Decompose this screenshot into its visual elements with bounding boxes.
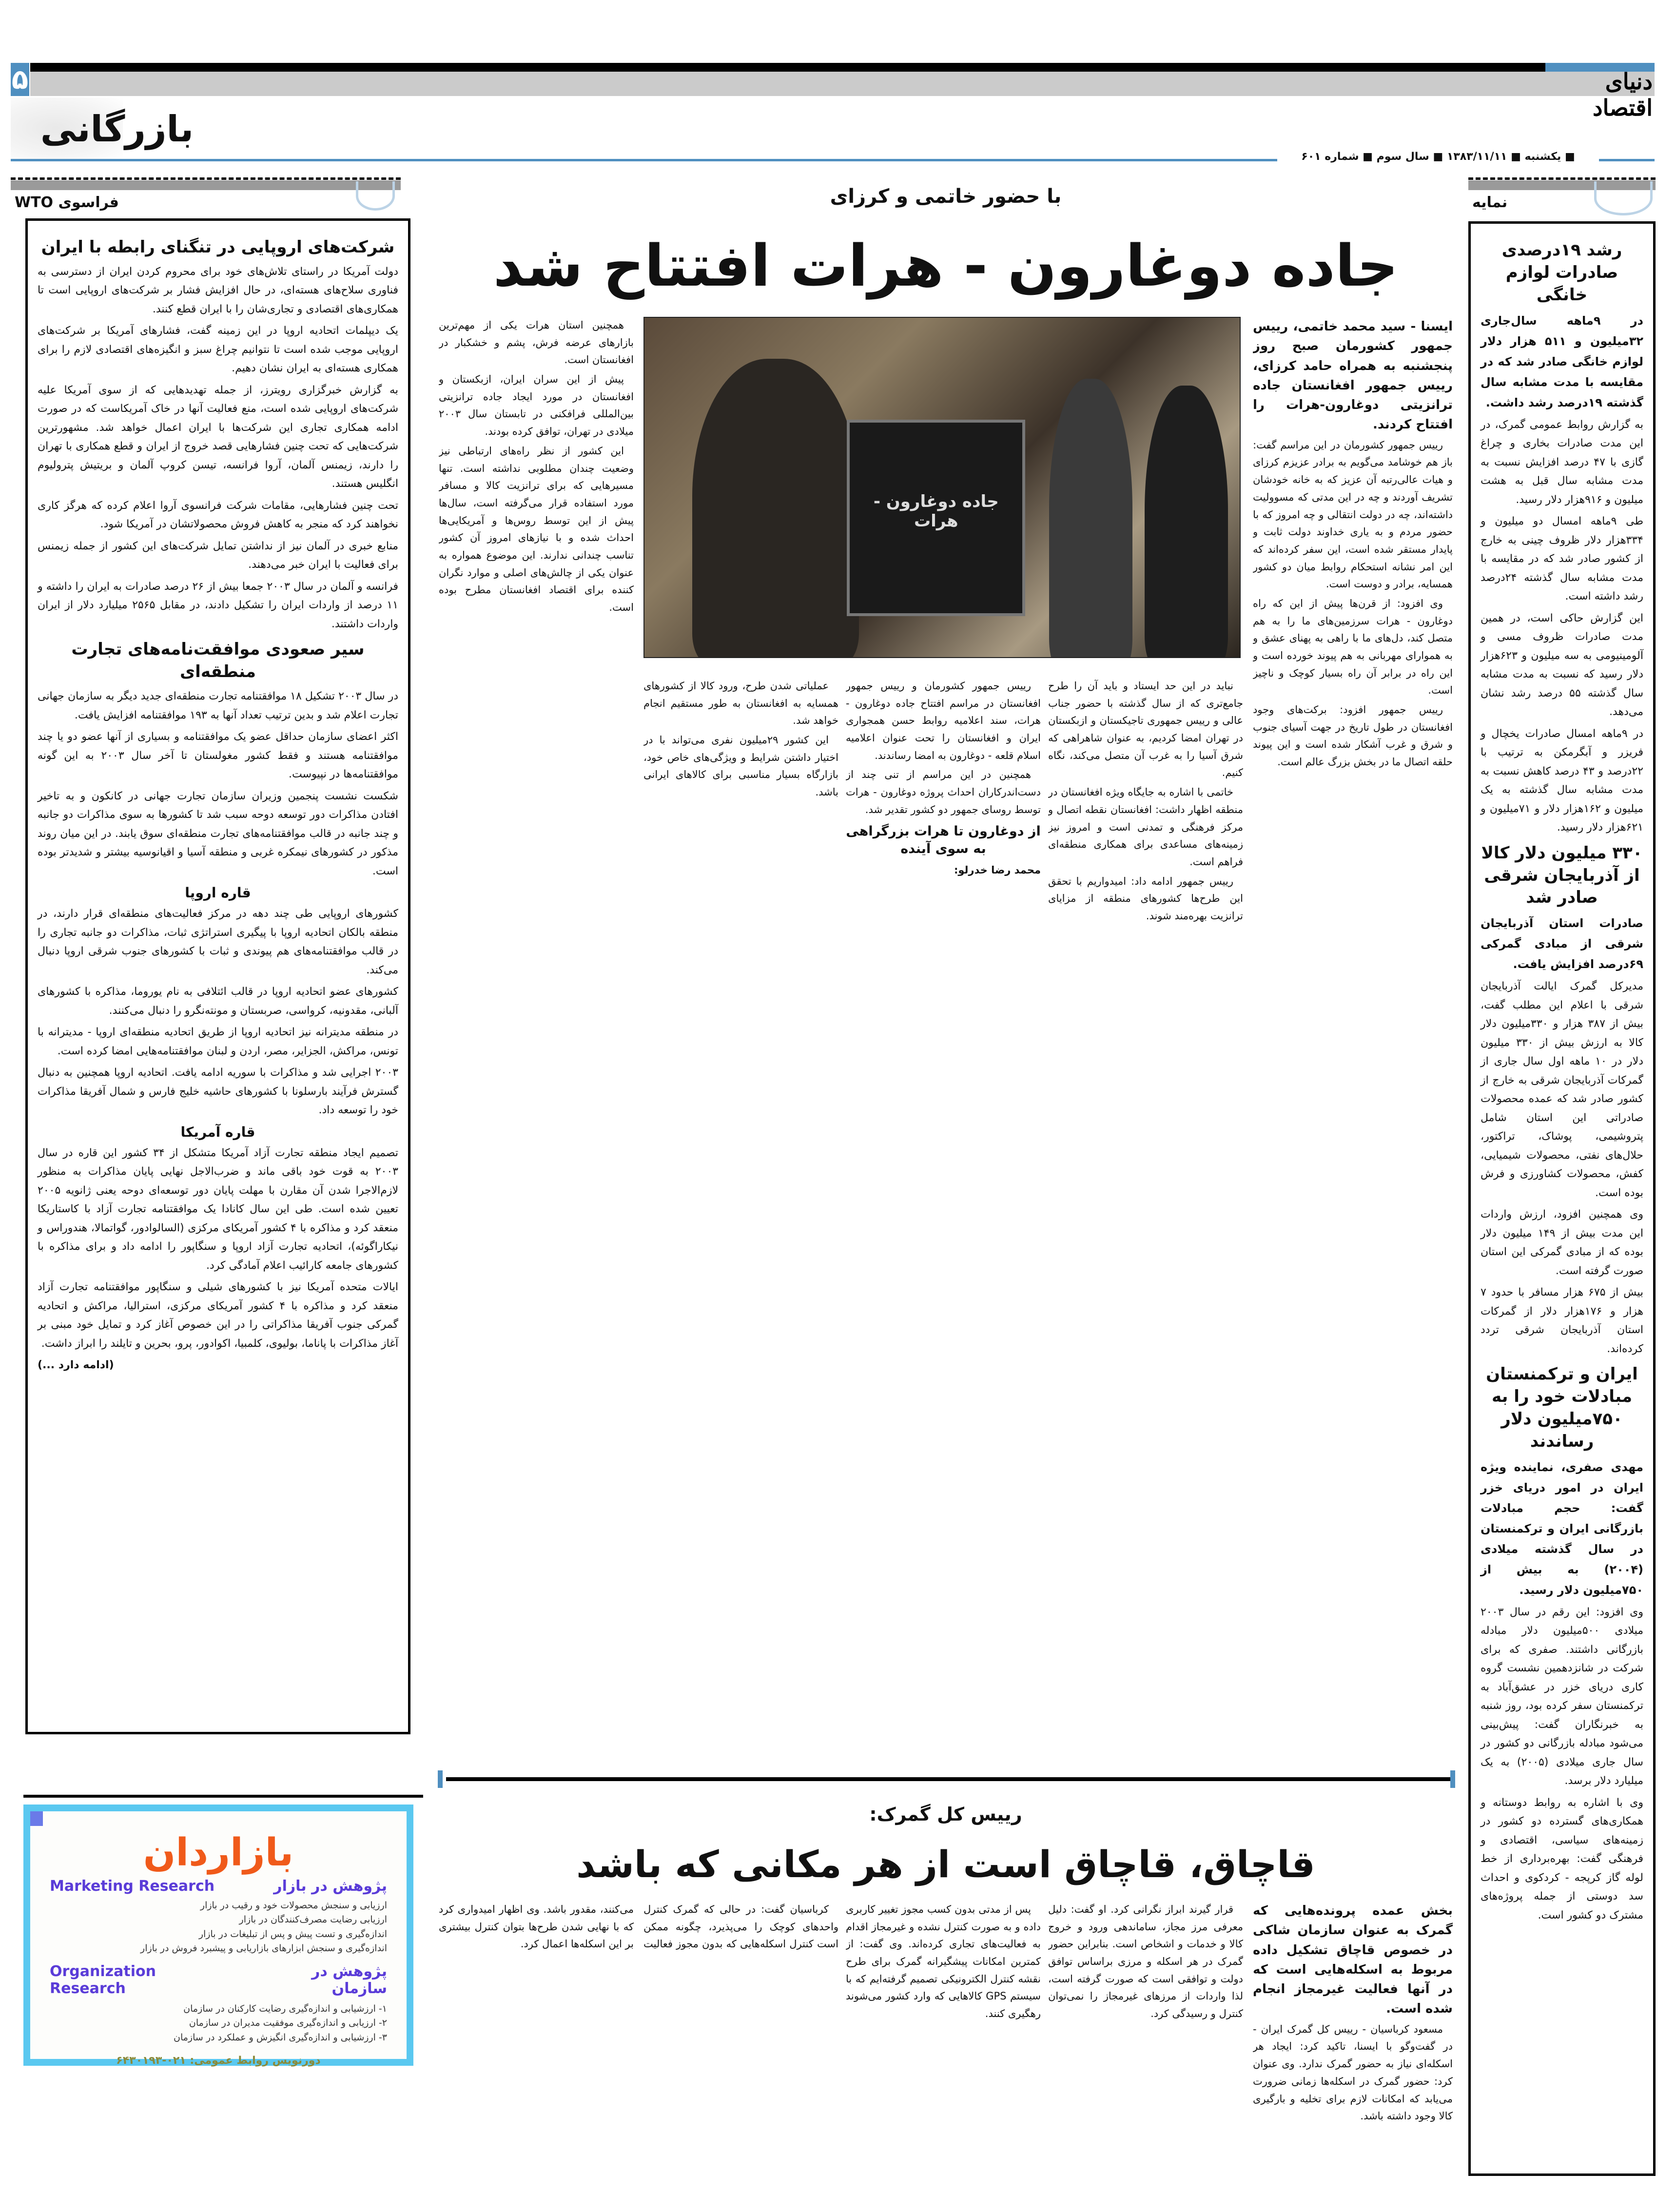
photo-figure — [1049, 379, 1132, 658]
article-title: سیر صعودی موافقت‌نامه‌های تجارت منطقه‌ای — [71, 640, 365, 682]
article-lead: مهدی صفری، نماینده ویژه ایران در امور دریای خزر گفت: حجم مبادلات بازرگانی ایران و ترکمنستان در سال گذشته میلادی (۲۰۰۴) به بیش از ۷۵۰میلیون دلار رسید. — [1481, 1460, 1643, 1597]
ad-section2-fa: پژوهش در سازمان — [312, 1962, 387, 1997]
paragraph: اکثر اعضای سازمان حداقل عضو یک موافقتنامه و بسیاری از آنها عضو دو یا چند موافقتنامه هستند و فقط کشور مغولستان تا آخر سال ۲۰۰۳ به این گونه موافقتنامه‌ها در نپیوست. — [38, 731, 398, 781]
paragraph: رییس جمهور کشورمان و رییس جمهور افغانستان در مراسم افتتاح جاده دوغارون - هرات، سند اعلامیه روابط حسن همجواری ایران و افغانستان را تحت عنوان اعلامیه اسلام قلعه - دوغارون به امضا رساندند. — [846, 680, 1041, 761]
paragraph: مسعود کرباسیان - رییس کل گمرک ایران - در گفت‌وگو با ایسنا، تاکید کرد: ایجاد هر اسکله‌ای نیاز به حضور گمرک ندارد. وی عنوان کرد: حضور گمرک در اسکله‌ها زمانی ضرورت می‌یابد که امکانات لازم برای تخلیه و بارگیری کالا وجود داشته باشد. — [1253, 2023, 1453, 2122]
article-title: شرکت‌های اروپایی در تنگنای رابطه با ایران — [41, 237, 395, 257]
wto-article-box — [25, 218, 410, 1734]
ad-section1-en: Marketing Research — [50, 1878, 215, 1895]
ad-item: ارزیابی و سنجش محصولات خود و رقیب در بازار — [200, 1900, 387, 1911]
main-lead-column — [1253, 317, 1453, 1740]
article-lead: در ۹ماهه سال‌جاری ۳۲میلیون و ۵۱۱ هزار دلار لوازم خانگی صادر شد که در مقایسه با مدت مشابه سال گذشته ۱۹درصد رشد داشت. — [1481, 313, 1643, 409]
paragraph: نباید در این حد ایستاد و باید آن را طرح جامع‌تری که از سال گذشته با حضور جناب عالی و رییس جمهوری تاجیکستان و ازبکستان در تهران امضا کردیم، به عنوان شاهراهی که شرق آسیا را به غرب آن متصل می‌کند، نگاه کنیم. — [1048, 680, 1243, 779]
main-column-5 — [439, 317, 634, 1740]
paragraph: همچنین در این مراسم از تنی چند از دست‌اندرکاران احداث پروژه دوغارون - هرات توسط روسای جمهور دو کشور تقدیر شد. — [846, 769, 1041, 815]
paragraph: شکست نشست پنجمین وزیران سازمان تجارت جهانی در کانکون و به تاخیر افتادن مذاکرات دور توسعه دوحه سبب شد تا کشورها به سوی مذاکرات دو جانبه و چند جانبه در قالب موافقتنامه‌های تجارت منطقه‌ای سوق یابند. در این میان روند مذکور در کشورهای نیمکره غربی و منطقه آسیا و اقیانوسیه بیشتر و شدیدتر بوده است. — [38, 790, 398, 877]
road-plaque — [847, 420, 1025, 617]
main-column-2 — [1048, 678, 1243, 1740]
paragraph: وی همچنین افزود، ارزش واردات این مدت بیش از ۱۴۹ میلیون دلار بوده که از مبادی گمرکی این استان صورت گرفته است. — [1481, 1208, 1644, 1277]
paragraph: عملیاتی شدن طرح، ورود کالا از کشورهای همسایه به افغانستان به طور مستقیم انجام خواهد شد. — [643, 680, 838, 727]
masthead-gray-band — [30, 72, 1655, 96]
section-title: بازرگانی — [40, 108, 194, 150]
ad-item: ۲- ارزیابی و اندازه‌گیری موفقیت مدیران در سازمان — [189, 2018, 387, 2029]
paragraph: خاتمی با اشاره به جایگاه ویژه افغانستان در منطقه اظهار داشت: افغانستان نقطه اتصال و مرکز فرهنگی و تمدنی است و امروز نیز زمینه‌های مساعدی برای همکاری منطقه‌ای فراهم است. — [1048, 786, 1243, 868]
main-column-3 — [846, 678, 1041, 1740]
brand-logo: دنیای اقتصاد — [1592, 68, 1653, 121]
paragraph: این کشور از نظر راه‌های ارتباطی نیز وضعیت چندان مطلوبی نداشته است. تنها مسیرهایی که برای ترانزیت کالا و مسافر مورد استفاده قرار می‌گرفته است، سال‌ها پیش از این توسط روس‌ها و آمریکایی‌ها احداث شده و با نیازهای امروز آن کشور تناسب چندانی ندارند. این موضوع همواره به عنوان یکی از چالش‌های اصلی و موارد نگران کننده برای اقتصاد افغانستان مطرح بوده است. — [439, 445, 634, 613]
ad-section2-en: Organization Research — [50, 1962, 156, 1997]
paragraph: رییس جمهور افزود: برکت‌های وجود افغانستان در طول تاریخ در جهت آسیای جنوب و شرق و غرب آشکار شده است و این پیوند حلقه اتصال ما در بخش بزرگ عالم است. — [1253, 704, 1453, 768]
article-subtitle: قاره آمریکا — [180, 1124, 255, 1140]
ad-item: ارزیابی رضایت مصرف‌کنندگان در بازار — [239, 1914, 387, 1925]
paragraph: وی افزود: این رقم در سال ۲۰۰۳ میلادی ۵۰۰میلیون دلار مبادله بازرگانی داشتند. صفری که برای شرکت در شانزدهمین نشست گروه کاری دریای خزر در عشق‌آباد به ترکمنستان سفر کرده بود، روز شنبه به خبرنگاران گفت: پیش‌بینی می‌شود مبادله بازرگانی دو کشور در سال جاری میلادی (۲۰۰۵) به یک میلیارد دلار برسد. — [1481, 1606, 1643, 1787]
paragraph: در منطقه مدیترانه نیز اتحادیه اروپا از طریق اتحادیه منطقه‌ای اروپا - مدیترانه با تونس، مراکش، الجزایر، مصر، اردن و لبنان موافقتنامه‌هایی امضا کرده است. — [38, 1026, 398, 1057]
ad-item: اندازه‌گیری و سنجش ابزارهای بازاریابی و پیشبرد فروش در بازار — [140, 1943, 387, 1954]
ad-item: ۳- ارزشیابی و اندازه‌گیری انگیزش و عملکرد در سازمان — [174, 2032, 387, 2043]
divider-cap-right — [1450, 1770, 1455, 1788]
paragraph: دولت آمریکا در راستای تلاش‌های خود برای محروم کردن ایران از دسترسی به فناوری سلاح‌های هسته‌ای، در حال افزایش فشار بر شرکت‌های اروپایی است تا همکاری‌های اقتصادی و تجاری‌شان را با ایران قطع کنند. — [38, 265, 398, 315]
paragraph: بیش از ۶۷۵ هزار مسافر با حدود ۷ هزار و ۱۷۶هزار دلار از گمرکات استان آذربایجان شرقی تردد کرده‌اند. — [1481, 1286, 1643, 1355]
paragraph: قرار گیرند ابراز نگرانی کرد. او گفت: دلیل معرفی مرز مجاز، ساماندهی ورود و خروج کالا و خدمات و اشخاص است. بنابراین حضور گمرک در هر اسکله و مرزی براساس توافق دولت و توافقی است که صورت گرفته است، لذا واردات از مرزهای غیرمجاز را نمی‌توان کنترل و رسیدگی کرد. — [1048, 1903, 1243, 2020]
article-lead: بخش عمده پرونده‌هایی که گمرک به عنوان سازمان شاکی در خصوص قاچاق تشکیل داده مربوط به اسکله‌هایی است که در آنها فعالیت غیرمجاز انجام شده است. — [1253, 1903, 1453, 2017]
article-subhead: از دوغارون تا هرات بزرگراهی به سوی آینده — [846, 823, 1041, 856]
paragraph: تصمیم ایجاد منطقه تجارت آزاد آمریکا متشکل از ۳۴ کشور این قاره در سال ۲۰۰۳ به قوت خود باقی ماند و ضرب‌الاجل نهایی پایان مذاکرات به منظور لازم‌الاجرا شدن آن مقارن با مهلت پایان دور توسعه‌ای دوحه یعنی ژانویه ۲۰۰۵ تعیین شده است. طی این سال کانادا یک موافقتنامه تجارت آزاد با کاستاریکا منعقد کرد و مذاکره با ۴ کشور آمریکای مرکزی (السالوادور، گواتمالا، هندوراس و نیکاراگوئه)، اتحادیه تجارت آزاد اروپا و سنگاپور را ادامه داد و برای مذاکره با کشورهای جامعه کارائیب اعلام آمادگی کرد. — [38, 1146, 399, 1272]
bottom-column-2 — [1048, 1901, 1243, 2203]
paragraph: رییس جمهور کشورمان در این مراسم گفت: باز هم خوشامد می‌گویم به برادر عزیزم کرزای و هیات عالی‌رتبه آن عزیز که به خانه خودشان تشریف آوردند و چه در این مدتی که مسوولیت داشته‌اند، چه در دولت انتقالی و چه امروز که با حضور مردم و به یاری خداوند دولت ثابت و پایدار مستقر شده است، این سفر کرده‌اند که این امر نشانه استحکام روابط میان دو کشور همسایه، برادر و دوست است. — [1253, 439, 1453, 590]
right-column-label: نمایه — [1472, 194, 1508, 211]
left-column-gray-bar — [11, 180, 401, 190]
dateline: ■ یکشنبه ■ ۱۳۸۳/۱۱/۱۱ ■ سال سوم ■ شماره ۶۰۱ — [1277, 146, 1599, 168]
advertisement[interactable] — [23, 1805, 413, 2066]
paragraph: ایالات متحده آمریکا نیز با کشورهای شیلی و سنگاپور موافقتنامه تجارت آزاد منعقد کرد و مذاکره با ۴ کشور آمریکای مرکزی، استرالیا، مراکش و اتحادیه گمرکی جنوب آفریقا مذاکراتی را در این خصوص آغاز کرد و تمایل خود مبنی بر آغاز مذاکرات با پاناما، بولیوی، کلمبیا، اکوادور، پرو، بحرین و تایلند را ابراز داشت. — [38, 1281, 398, 1350]
paragraph: به گزارش خبرگزاری رویترز، از جمله تهدیدهایی که از سوی آمریکا علیه شرکت‌های اروپایی شده است، منع فعالیت آنها در خاک آمریکاست که در صورت ادامه همکاری تجاری این شرکت‌ها با ایران اعمال خواهد شد. مشهورترین شرکت‌هایی که تحت چنین فشارهایی قصد خروج از ایران و قطع همکاری با تهران را دارند، زیمنس آلمان، آروا فرانسه، تیسن کروپ آلمان و بریتیش پترولیوم انگلیس هستند. — [38, 384, 398, 490]
index-box — [1468, 221, 1656, 2176]
left-column-dash-rule — [11, 177, 401, 180]
photo-figure — [692, 359, 859, 658]
ad-divider — [23, 1795, 423, 1798]
ad-item: اندازه‌گیری و تست پیش و پس از تبلیغات در بازار — [198, 1928, 387, 1940]
page-number: ۵ — [11, 63, 29, 96]
paragraph: تحت چنین فشارهایی، مقامات شرکت فرانسوی آروا اعلام کرده که هرگز کاری نخواهند کرد که منجر به کاهش فروش محصولاتشان در آمریکا شود. — [38, 499, 398, 531]
article-divider — [446, 1777, 1450, 1781]
paragraph: فرانسه و آلمان در سال ۲۰۰۳ جمعا بیش از ۲۶ درصد صادرات به ایران را داشته و ۱۱ درصد از واردات ایران را تشکیل دادند، در مقابل ۲۵۶۵ میلیارد دلار از ایران واردات داشتند. — [38, 580, 398, 630]
main-headline: جاده دوغارون - هرات افتتاح شد — [493, 232, 1399, 299]
plaque-text: جاده دوغارون - هرات — [873, 491, 999, 531]
paragraph: پس از مدتی بدون کسب مجوز تغییر کاربری داده و به صورت کنترل نشده و غیرمجاز اقدام به فعالیت‌های تجاری کرده‌اند. وی گفت: از کمترین امکانات پیشگیرانه گمرک برای طرح نقشه کنترل الکترونیکی تصمیم گرفته‌ایم که با سیستم GPS کالاهایی که وارد کشور می‌شوند رهگیری کنند. — [846, 1903, 1041, 2020]
article-title: ۳۳۰ میلیون دلار کالا از آذربایجان شرقی صادر شد — [1481, 843, 1643, 908]
ad-title: بازاردان — [143, 1831, 294, 1875]
continued-note: (ادامه دارد ...) — [38, 1359, 114, 1372]
bottom-column-1 — [1253, 1901, 1453, 2203]
paragraph: طی ۹ماهه امسال دو میلیون و ۳۳۴هزار دلار ظروف چینی به خارج از کشور صادر شد که در مقایسه با مدت مشابه سال گذشته ۲۴درصد رشد داشته است. — [1481, 515, 1643, 603]
paragraph: به گزارش روابط عمومی گمرک، در این مدت صادرات بخاری و چراغ گازی با ۴۷ درصد افزایش نسبت به مدت مشابه سال قبل به هشت میلیون و ۹۱۶هزار دلار رسید. — [1481, 418, 1643, 506]
paragraph: ۲۰۰۳ اجرایی شد و مذاکرات با سوریه ادامه یافت. اتحادیه اروپا همچنین به دنبال گسترش فرآیند بارسلونا با کشورهای حاشیه خلیج فارس و شمال آفریقا مذاکرات خود را توسعه داد. — [38, 1067, 398, 1117]
paragraph: وی افزود: از قرن‌ها پیش از این که راه دوغارون - هرات سرزمین‌های ما را به هم متصل کند، دل‌های ما با راهی به پهنای عشق و به هموارای مهربانی به هم پیوند خورده است و این راه در برابر آن راه بسیار کوچک و ناچیز است. — [1253, 597, 1453, 697]
ad-corner-decoration — [30, 1811, 43, 1826]
paragraph: کرباسیان گفت: در حالی که گمرک کنترل واحدهای کوچک را می‌پذیرد، چگونه ممکن است کنترل اسکله‌هایی که بدون مجوز فعالیت می‌کنند، مقدور باشد. وی اظهار امیدواری کرد که با نهایی شدن طرح‌ها بتوان کنترل بیشتری بر این اسکله‌ها اعمال کرد. — [439, 1903, 838, 1950]
left-column-label: فراسوی WTO — [15, 194, 119, 211]
paragraph: در سال ۲۰۰۳ تشکیل ۱۸ موافقتنامه تجارت منطقه‌ای جدید دیگر به سازمان جهانی تجارت اعلام شد و بدین ترتیب تعداد آنها به ۱۹۳ موافقتنامه افزایش یافت. — [38, 690, 399, 721]
article-title: رشد ۱۹درصدی صادرات لوازم خانگی — [1501, 240, 1622, 305]
article-title: ایران و ترکمنستان مبادلات خود را به ۷۵۰میلیون دلار رساندند — [1486, 1364, 1638, 1452]
globe-icon — [356, 181, 395, 211]
ad-item: ۱- ارزشیابی و اندازه‌گیری رضایت کارکنان در سازمان — [183, 2003, 387, 2014]
bottom-kicker: رییس کل گمرک: — [869, 1804, 1022, 1825]
paragraph: پیش از این سران ایران، ازبکستان و افغانستان در مورد ایجاد جاده ترانزیتی بین‌المللی فرافکنی در تابستان سال ۲۰۰۳ میلادی در تهران، توافق کرده بودند. — [439, 373, 634, 438]
paragraph: این کشور ۲۹میلیون نفری می‌تواند با در اختیار داشتن شرایط و ویژگی‌های خاص خود، بازارگاه بسیار مناسبی برای کالاهای ایرانی باشد. — [643, 734, 838, 798]
paragraph: کشورهای اروپایی طی چند دهه در مرکز فعالیت‌های منطقه‌ای قرار دارند، در منطقه بالکان اتحادیه اروپا با پیگیری استراتژی ثبات، مذاکرات دو جانبه تجاری را در قالب موافقتنامه‌های هم پیوندی و ثبات با کشورهای جنوب شرقی اروپا دنبال می‌کند. — [38, 908, 398, 976]
paragraph: کشورهای عضو اتحادیه اروپا در قالب ائتلافی به نام یوروما، مذاکره با کشورهای آلبانی، مقدونیه، کرواسی، صربستان و مونته‌نگرو را دنبال می‌کنند. — [38, 986, 398, 1017]
masthead-black-bar — [30, 63, 1639, 72]
article-lead: صادرات استان آذربایجان شرقی از مبادی گمرکی ۶۹درصد افزایش یافت. — [1481, 916, 1643, 971]
paragraph: رییس جمهور ادامه داد: امیدواریم با تحقق این طرح‌ها کشورهای منطقه از مزایای ترانزیت بهره‌مند شوند. — [1048, 875, 1243, 922]
paragraph: همچنین استان هرات یکی از مهم‌ترین بازارهای عرضه فرش، پشم و خشکبار در افغانستان است. — [439, 319, 634, 366]
paragraph: یک دیپلمات اتحادیه اروپا در این زمینه گفت، فشارهای آمریکا بر شرکت‌های اروپایی موجب شده است تا نتوانیم چراغ سبز و انگیزه‌های اقتصادی لازم را برای همکاری هسته‌ای به ایران نشان دهیم. — [38, 325, 398, 375]
divider-cap-left — [438, 1770, 443, 1788]
article-lead: ایسنا - سید محمد خاتمی، رییس جمهور کشورمان صبح روز پنجشنبه به همراه حامد کرزای، رییس جمهور افغانستان جاده ترانزیتی دوغارون‌-هرات را افتتاح کردند. — [1253, 319, 1453, 432]
subhead-byline: محمد رضا خدرلو: — [954, 864, 1041, 876]
paragraph: منابع خبری در آلمان نیز از نداشتن تمایل شرکت‌های این کشور از جمله زیمنس برای فعالیت با ایران خبر می‌دهند. — [38, 540, 398, 571]
news-photo — [643, 317, 1241, 658]
paragraph: وی با اشاره به روابط دوستانه و همکاری‌های گسترده دو کشور در زمینه‌های سیاسی، اقتصادی و فرهنگی گفت: بهره‌برداری از خط لوله گاز کرپجه - کردکوی و احداث سد دوستی از جمله پروژه‌های مشترک دو کشور است. — [1481, 1796, 1643, 1921]
main-kicker: با حضور خاتمی و کرزای — [830, 185, 1062, 208]
photo-figure — [1145, 386, 1228, 658]
ad-section1-fa: پژوهش در بازار — [273, 1878, 387, 1895]
article-subtitle: قاره اروپا — [185, 885, 251, 901]
paragraph: این گزارش حاکی است، در همین مدت صادرات ظروف مسی و آلومینیومی به سه میلیون و ۶۲۳هزار دلار رسید که نسبت به مدت مشابه سال گذشته ۵۵ درصد رشد نشان می‌دهد. — [1481, 612, 1643, 718]
right-column-dash-rule — [1468, 177, 1656, 180]
main-column-4 — [643, 678, 838, 1740]
bottom-headline: قاچاق، قاچاق است از هر مکانی که باشد — [576, 1843, 1315, 1886]
paragraph: مدیرکل گمرک ایالت آذربایجان شرقی با اعلام این مطلب گفت، بیش از ۳۸۷ هزار و ۳۳۰میلیون دلار کالا به ارزش بیش از ۳۳۰ میلیون دلار در ۱۰ ماهه اول سال جاری از گمرکات آذربایجان شرقی به خارج از کشور صادر شد که عمده محصولات صادراتی این استان شامل پتروشیمی، پوشاک، تراکتور، حلال‌های نفتی، محصولات شیمیایی، کفش، محصولات کشاورزی و فرش بوده است. — [1481, 980, 1644, 1199]
bottom-column-3 — [846, 1901, 1041, 2203]
ad-contact: دورنویس روابط عمومی: ۰۲۱-۶۴۳۰۱۹۳ — [116, 2055, 321, 2067]
paragraph: در ۹ماهه امسال صادرات یخچال و فریزر و آبگرمکن به ترتیب با ۲۲درصد و ۴۳ درصد کاهش نسبت به مدت مشابه سال گذشته به یک میلیون و ۱۶۲هزار دلار و ۷۱میلیون و ۶۲۱هزار دلار رسید. — [1481, 727, 1643, 834]
bottom-column-4 — [439, 1901, 838, 2203]
globe-icon — [1594, 181, 1653, 215]
